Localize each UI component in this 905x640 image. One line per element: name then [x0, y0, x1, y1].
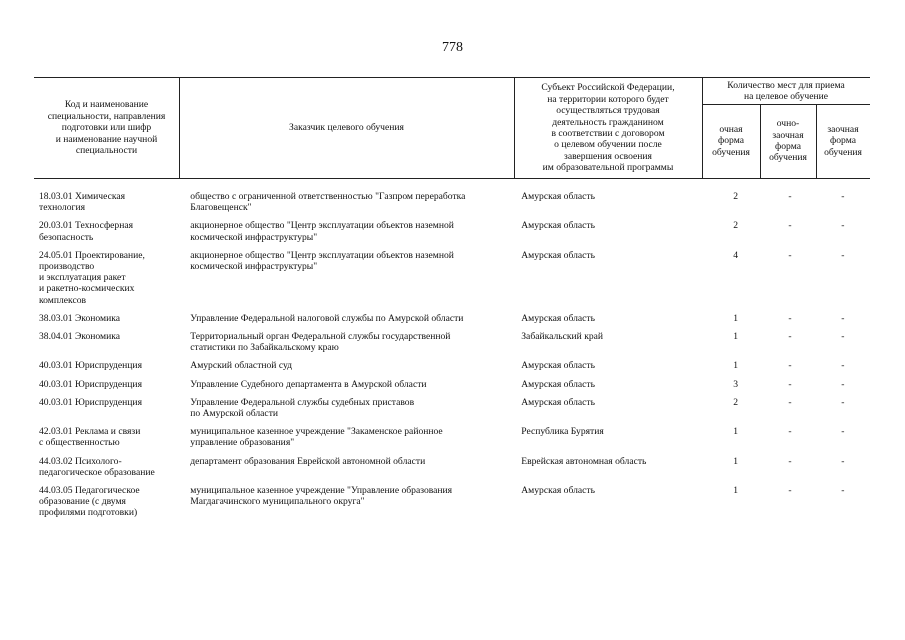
- full-time-cell: 2: [733, 220, 739, 232]
- full-time-cell: 1: [733, 331, 739, 343]
- header-customer: Заказчик целевого обучения: [289, 122, 404, 134]
- extramural-cell: -: [841, 485, 845, 497]
- region-cell: Республика Бурятия: [521, 426, 604, 438]
- full-time-cell: 2: [733, 396, 739, 408]
- table-row: [34, 456, 870, 478]
- extramural-cell: -: [841, 426, 845, 438]
- customer-cell: муниципальное казенное учреждение "Управление образования Магдагачинского муниципального округа": [190, 485, 453, 508]
- part-time-cell: -: [788, 220, 792, 232]
- customer-cell: акционерное общество "Центр эксплуатации объектов наземной космической инфраструктуры": [190, 249, 454, 273]
- specialty-cell: 38.03.01 Экономика: [39, 312, 121, 324]
- customer-cell: муниципальное казенное учреждение "Закаменское районное управление образования": [190, 426, 443, 449]
- table-row: [34, 331, 870, 353]
- table-row: [34, 220, 870, 242]
- header-divider: [702, 78, 703, 178]
- customer-cell: акционерное общество "Центр эксплуатации объектов наземной космической инфраструктуры": [190, 220, 454, 243]
- full-time-cell: 4: [733, 249, 739, 261]
- region-cell: Амурская область: [521, 378, 595, 390]
- extramural-cell: -: [841, 312, 845, 324]
- specialty-cell: 44.03.02 Психолого- педагогическое образование: [39, 455, 155, 478]
- part-time-cell: -: [788, 249, 792, 261]
- part-time-cell: -: [788, 455, 792, 467]
- header-extramural: заочная форма обучения: [824, 123, 862, 158]
- header-divider: [816, 104, 817, 178]
- part-time-cell: -: [788, 485, 792, 497]
- extramural-cell: -: [841, 378, 845, 390]
- full-time-cell: 1: [733, 312, 739, 324]
- table-row: [34, 379, 870, 390]
- table-row: [34, 485, 870, 519]
- region-cell: Амурская область: [521, 191, 595, 202]
- header-divider: [702, 104, 870, 105]
- table-row: [34, 250, 870, 306]
- extramural-cell: -: [841, 331, 845, 343]
- full-time-cell: 1: [733, 455, 739, 467]
- table-body: [34, 179, 870, 519]
- specialty-cell: 18.03.01 Химическая технология: [39, 191, 126, 214]
- customer-cell: Управление Судебного департамента в Амурской области: [190, 378, 427, 390]
- header-divider: [760, 104, 761, 178]
- specialty-cell: 40.03.01 Юриспруденция: [39, 378, 142, 390]
- table-row: [34, 426, 870, 448]
- specialty-cell: 40.03.01 Юриспруденция: [39, 360, 142, 372]
- extramural-cell: -: [841, 360, 845, 372]
- region-cell: Амурская область: [521, 312, 595, 324]
- customer-cell: Управление Федеральной налоговой службы по Амурской области: [190, 312, 464, 324]
- part-time-cell: -: [788, 360, 792, 372]
- header-divider: [179, 78, 180, 178]
- page-number: 778: [442, 40, 463, 55]
- customer-cell: департамент образования Еврейской автономной области: [190, 455, 426, 467]
- region-cell: Амурская область: [521, 220, 595, 232]
- region-cell: Амурская область: [521, 485, 595, 497]
- part-time-cell: -: [788, 396, 792, 408]
- region-cell: Амурская область: [521, 396, 595, 408]
- part-time-cell: -: [788, 191, 792, 202]
- table-row: [34, 191, 870, 213]
- full-time-cell: 1: [733, 360, 739, 372]
- header-region: Субъект Российской Федерации, на территории которого будет осуществляться трудовая деятельность гражданином в соответствии с договором о целевом обучении после завершения освоения им образовательной программы: [541, 82, 675, 174]
- region-cell: Еврейская автономная область: [521, 455, 647, 467]
- specialty-cell: 44.03.05 Педагогическое образование (с двумя профилями подготовки): [39, 485, 140, 519]
- table-header: [34, 77, 870, 179]
- table-row: [34, 397, 870, 419]
- part-time-cell: -: [788, 426, 792, 438]
- specialty-cell: 38.04.01 Экономика: [39, 331, 121, 343]
- region-cell: Амурская область: [521, 360, 595, 372]
- header-divider: [514, 78, 515, 178]
- customer-cell: Территориальный орган Федеральной службы государственной статистики по Забайкальскому краю: [190, 331, 451, 354]
- extramural-cell: -: [841, 455, 845, 467]
- customer-cell: общество с ограниченной ответственностью "Газпром переработка Благовещенск": [190, 191, 466, 214]
- region-cell: Амурская область: [521, 249, 595, 261]
- part-time-cell: -: [788, 331, 792, 343]
- customer-cell: Амурский областной суд: [190, 360, 293, 372]
- header-part-time: очно- заочная форма обучения: [769, 118, 807, 164]
- part-time-cell: -: [788, 378, 792, 390]
- admission-table: [34, 77, 870, 526]
- full-time-cell: 2: [733, 191, 739, 202]
- header-places-group: Количество мест для приема на целевое обучение: [727, 79, 845, 102]
- extramural-cell: -: [841, 249, 845, 261]
- extramural-cell: -: [841, 220, 845, 232]
- customer-cell: Управление Федеральной службы судебных приставов по Амурской области: [190, 396, 415, 420]
- specialty-cell: 42.03.01 Реклама и связи с общественностью: [39, 426, 141, 449]
- region-cell: Забайкальский край: [521, 331, 604, 343]
- full-time-cell: 3: [733, 378, 739, 390]
- specialty-cell: 24.05.01 Проектирование, производство и эксплуатация ракет и ракетно-космических комплексов: [39, 249, 145, 306]
- extramural-cell: -: [841, 191, 845, 202]
- full-time-cell: 1: [733, 485, 739, 497]
- full-time-cell: 1: [733, 426, 739, 438]
- part-time-cell: -: [788, 312, 792, 324]
- header-full-time: очная форма обучения: [712, 123, 750, 158]
- extramural-cell: -: [841, 396, 845, 408]
- specialty-cell: 40.03.01 Юриспруденция: [39, 396, 142, 408]
- specialty-cell: 20.03.01 Техносферная безопасность: [39, 220, 134, 243]
- table-row: [34, 360, 870, 371]
- header-specialty: Код и наименование специальности, направления подготовки или шифр и наименование научной специальности: [47, 99, 166, 157]
- table-row: [34, 313, 870, 324]
